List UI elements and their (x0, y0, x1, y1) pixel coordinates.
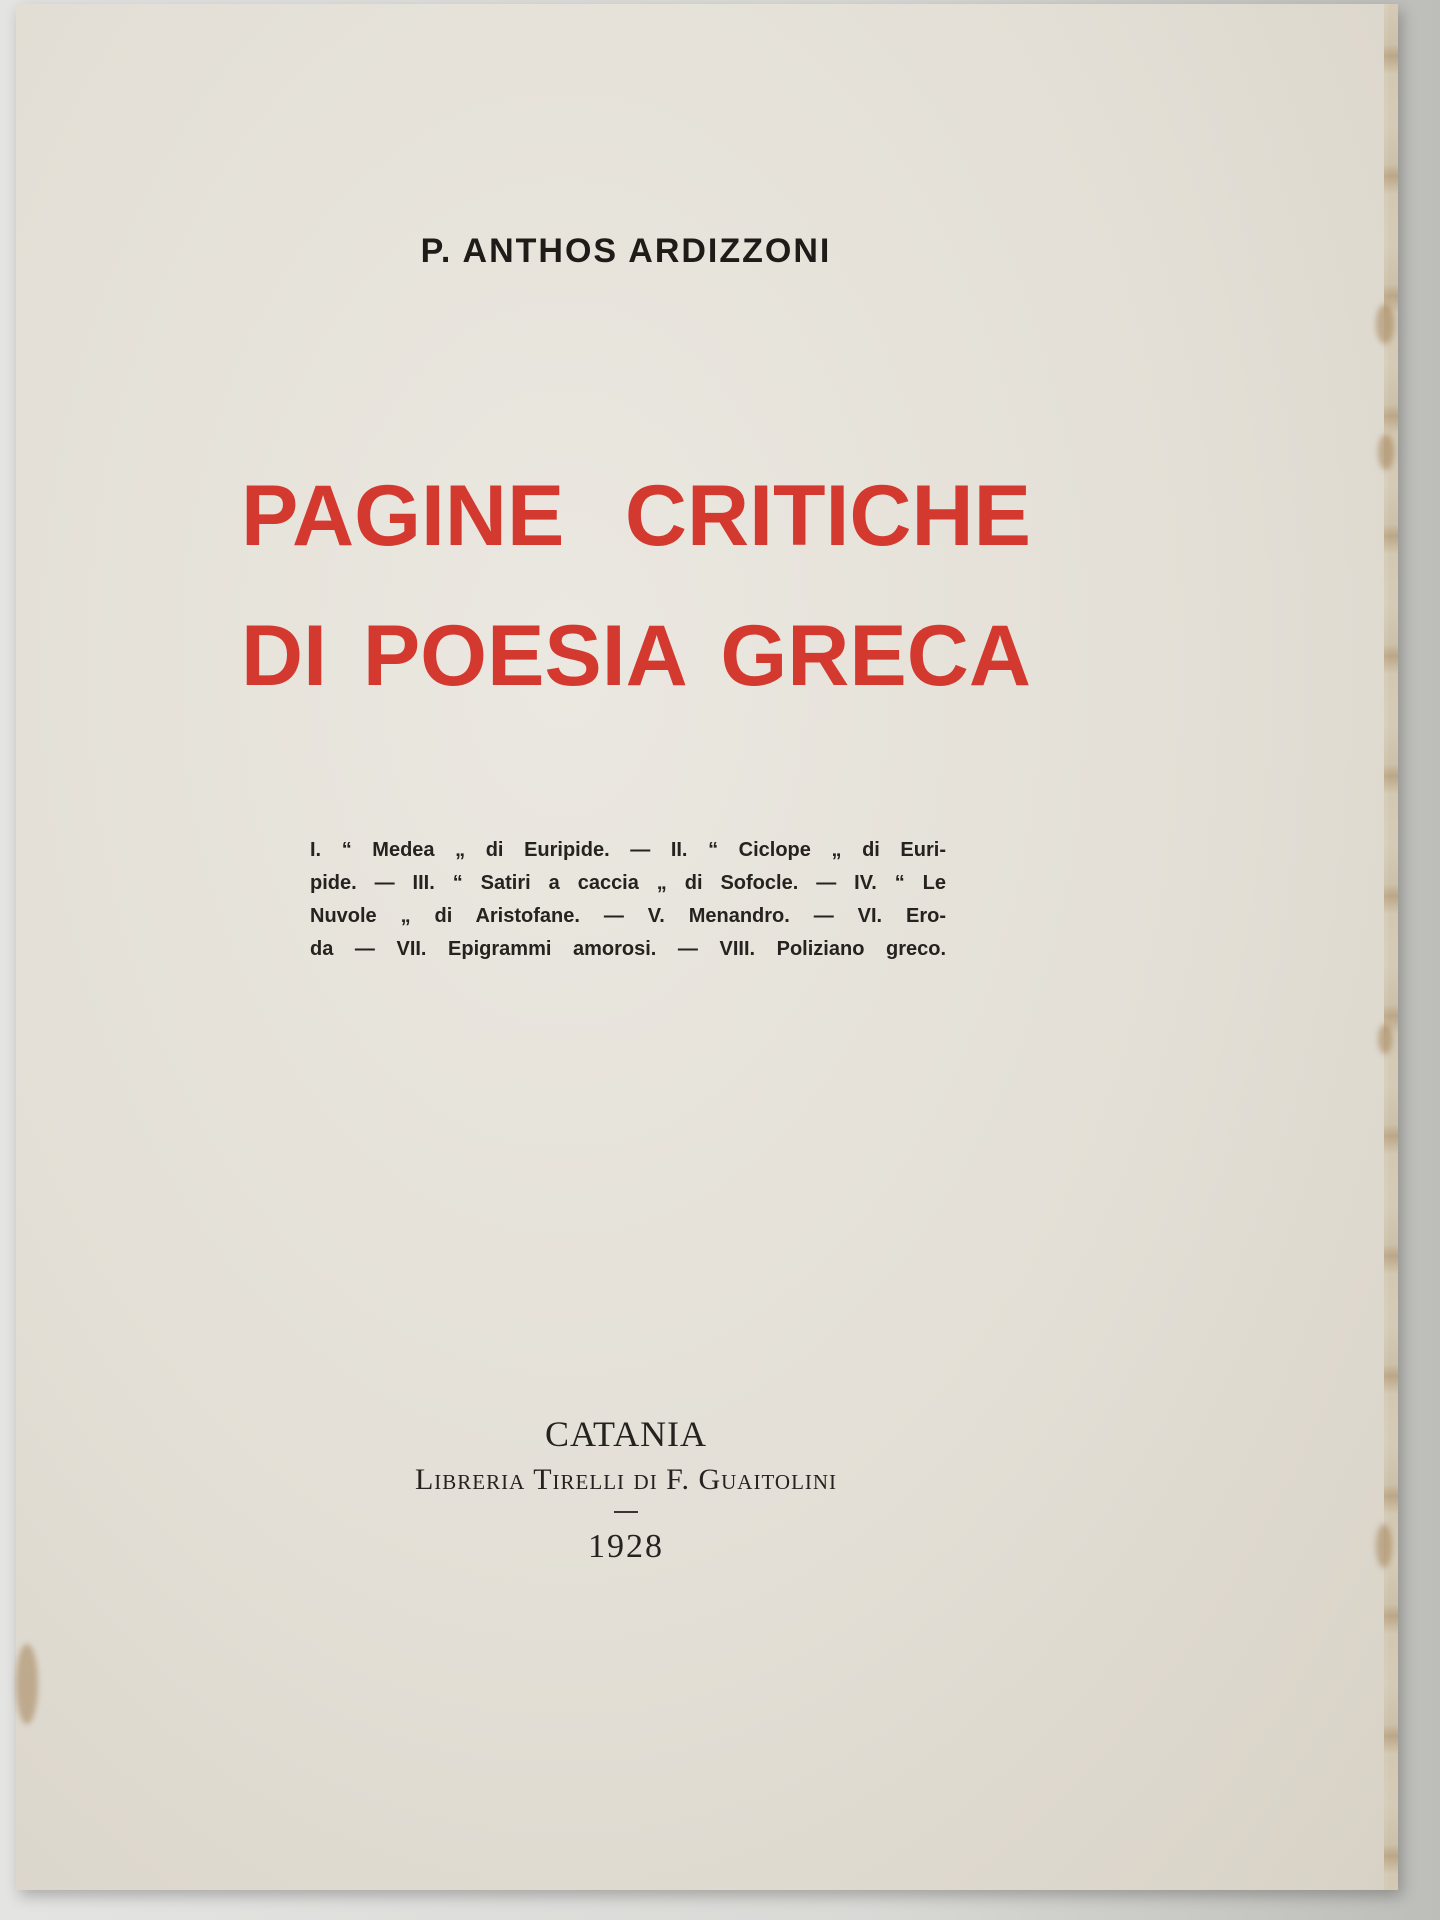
book-cover (16, 4, 1398, 1890)
imprint (16, 1409, 1236, 1569)
publication-year: 1928 (588, 1528, 664, 1565)
foxing-stain (1376, 1524, 1392, 1568)
title-line: DI POESIA GRECA (241, 608, 1031, 704)
foxing-stain (1376, 304, 1394, 344)
foxing-stain (1378, 1024, 1392, 1054)
title-line: PAGINE CRITICHE (241, 468, 1031, 564)
foxing-stain (16, 1644, 38, 1724)
foxing-stain (1378, 434, 1394, 470)
publication-city: CATANIA (544, 1414, 708, 1454)
contents-line: da — VII. Epigrammi amorosi. — VIII. Poliziano greco. (310, 938, 946, 960)
book-title (241, 446, 1031, 726)
author-name: P. ANTHOS ARDIZZONI (420, 232, 832, 270)
contents-line: pide. — III. “ Satiri a caccia „ di Sofocle. — IV. “ Le (310, 872, 946, 894)
cover-page-edge (1384, 4, 1398, 1890)
publisher-name: Libreria Tirelli di F. Guaitolini (414, 1463, 838, 1496)
contents-line: Nuvole „ di Aristofane. — V. Menandro. — VI. Ero- (310, 905, 946, 927)
contents-list (310, 834, 946, 966)
contents-line: I. “ Medea „ di Euripide. — II. “ Ciclope „ di Euri- (310, 839, 946, 861)
divider-rule (614, 1511, 638, 1513)
